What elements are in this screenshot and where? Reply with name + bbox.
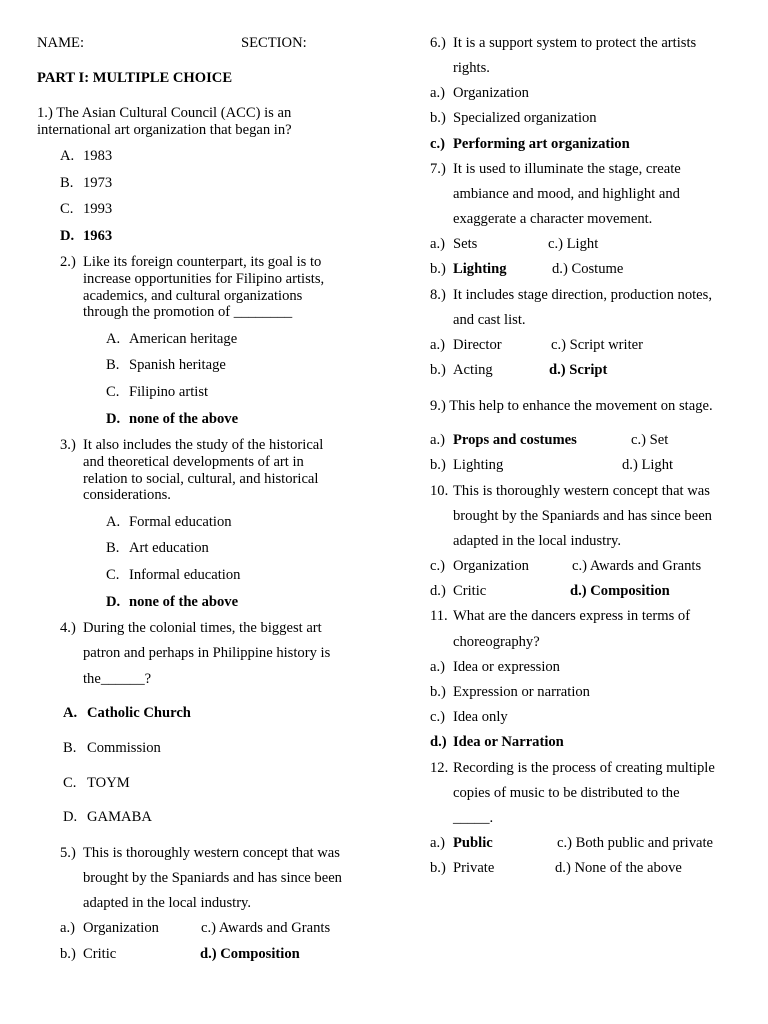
q7-option-a: Sets (453, 236, 478, 252)
q7-option-b-letter: b.) (430, 261, 446, 277)
q11-option-a-letter: a.) (430, 659, 445, 675)
q9-option-c: c.) Set (631, 432, 669, 448)
q12-option-c: c.) Both public and private (557, 835, 714, 851)
q6-option-a: Organization (453, 85, 529, 101)
q5-option-c: c.) Awards and Grants (201, 920, 331, 936)
q11-option-c-letter: c.) (430, 709, 445, 725)
q10-stem-line2: brought by the Spaniards and has since been (453, 508, 712, 524)
q4-option-c: TOYM (87, 775, 130, 791)
q5-stem-line2: brought by the Spaniards and has since been (83, 870, 342, 886)
q9-option-d: d.) Light (622, 457, 674, 473)
q5-number: 5.) (60, 845, 76, 861)
q11-option-d-letter: d.) (430, 734, 447, 750)
q2-option-b: Spanish heritage (129, 357, 226, 373)
q7-option-c: c.) Light (548, 236, 599, 252)
q1-option-b-letter: B. (60, 175, 74, 191)
q6-option-c-answer: Performing art organization (453, 136, 630, 152)
q2-number: 2.) (60, 254, 76, 270)
section-label: SECTION: (241, 35, 307, 51)
q5-option-a-letter: a.) (60, 920, 75, 936)
q4-option-b-letter: B. (63, 740, 77, 756)
q12-option-b: Private (453, 860, 495, 876)
q3-option-c: Informal education (129, 567, 241, 583)
q6-option-a-letter: a.) (430, 85, 445, 101)
q9-stem: 9.) This help to enhance the movement on stage. (430, 398, 713, 414)
q2-stem-line4: through the promotion of ________ (83, 304, 293, 320)
q12-option-a-letter: a.) (430, 835, 445, 851)
name-label: NAME: (37, 35, 85, 51)
q7-stem-line2: ambiance and mood, and highlight and (453, 186, 680, 202)
q3-option-a-letter: A. (106, 514, 121, 530)
q4-stem-line3: the______? (83, 671, 152, 687)
q7-option-b-answer: Lighting (453, 261, 507, 277)
q3-option-b: Art education (129, 540, 209, 556)
q7-option-a-letter: a.) (430, 236, 445, 252)
q1-option-a-letter: A. (60, 148, 75, 164)
q9-option-b: Lighting (453, 457, 504, 473)
q9-option-b-letter: b.) (430, 457, 446, 473)
q2-option-b-letter: B. (106, 357, 120, 373)
q4-option-d-letter: D. (63, 809, 78, 825)
q3-option-a: Formal education (129, 514, 232, 530)
q4-option-a-answer: Catholic Church (87, 705, 191, 721)
q6-option-b: Specialized organization (453, 110, 597, 126)
q3-stem-line3: relation to social, cultural, and historical (83, 471, 319, 487)
q12-stem-line3: _____. (453, 810, 494, 826)
q7-stem-line1: It is used to illuminate the stage, create (453, 161, 681, 177)
q3-option-b-letter: B. (106, 540, 120, 556)
q7-stem-line3: exaggerate a character movement. (453, 211, 653, 227)
q12-option-d: d.) None of the above (555, 860, 682, 876)
q1-option-d-letter: D. (60, 228, 75, 244)
q5-stem-line3: adapted in the local industry. (83, 895, 252, 911)
q10-option-b-letter: d.) (430, 583, 446, 599)
q12-stem-line2: copies of music to be distributed to the (453, 785, 680, 801)
q6-option-c-letter: c.) (430, 136, 445, 152)
q8-option-b-letter: b.) (430, 362, 446, 378)
q1-option-c: 1993 (83, 201, 113, 217)
q3-option-d-answer: none of the above (129, 594, 239, 610)
q1-option-c-letter: C. (60, 201, 74, 217)
q10-option-a: Organization (453, 558, 529, 574)
part-title: PART I: MULTIPLE CHOICE (37, 70, 233, 86)
q4-option-c-letter: C. (63, 775, 77, 791)
q11-option-d-answer: Idea or Narration (453, 734, 564, 750)
q2-option-d-letter: D. (106, 411, 121, 427)
q8-option-a-letter: a.) (430, 337, 445, 353)
q7-number: 7.) (430, 161, 446, 177)
q1-option-d-answer: 1963 (83, 228, 113, 244)
q3-number: 3.) (60, 437, 76, 453)
q8-option-b: Acting (453, 362, 493, 378)
q4-option-a-letter: A. (63, 705, 78, 721)
q11-option-b: Expression or narration (453, 684, 590, 700)
q1-stem-line2: international art organization that began in? (37, 122, 292, 138)
q8-number: 8.) (430, 287, 446, 303)
q12-stem-line1: Recording is the process of creating multiple (453, 760, 715, 776)
q2-stem-line3: academics, and cultural organizations (83, 288, 303, 304)
q2-option-d-answer: none of the above (129, 411, 239, 427)
q5-option-a: Organization (83, 920, 159, 936)
q3-stem-line1: It also includes the study of the historical (83, 437, 324, 453)
q1-option-a: 1983 (83, 148, 113, 164)
q12-option-b-letter: b.) (430, 860, 446, 876)
q11-stem-line1: What are the dancers express in terms of (453, 608, 691, 624)
q2-option-a-letter: A. (106, 331, 121, 347)
q11-number: 11. (430, 608, 448, 624)
q10-stem-line1: This is thoroughly western concept that was (453, 483, 710, 499)
q3-stem-line4: considerations. (83, 487, 171, 503)
q8-option-a: Director (453, 337, 502, 353)
q2-option-c-letter: C. (106, 384, 120, 400)
q9-option-a-answer: Props and costumes (453, 432, 577, 448)
q3-option-c-letter: C. (106, 567, 120, 583)
q11-option-c: Idea only (453, 709, 508, 725)
q5-option-b-letter: b.) (60, 946, 76, 962)
q10-option-b: Critic (453, 583, 487, 599)
q8-stem-line1: It includes stage direction, production notes, (453, 287, 712, 303)
q6-number: 6.) (430, 35, 446, 51)
q12-number: 12. (430, 760, 449, 776)
q4-stem-line1: During the colonial times, the biggest art (83, 620, 322, 636)
q6-stem-line2: rights. (453, 60, 490, 76)
q4-option-b: Commission (87, 740, 161, 756)
q9-option-a-letter: a.) (430, 432, 445, 448)
q2-option-a: American heritage (129, 331, 238, 347)
q5-option-b: Critic (83, 946, 117, 962)
q4-option-d: GAMABA (87, 809, 152, 825)
q8-option-d-answer: d.) Script (549, 362, 608, 378)
q10-number: 10. (430, 483, 449, 499)
q11-option-a: Idea or expression (453, 659, 560, 675)
q4-number: 4.) (60, 620, 76, 636)
q10-option-a-letter: c.) (430, 558, 445, 574)
q11-stem-line2: choreography? (453, 634, 540, 650)
q6-stem-line1: It is a support system to protect the artists (453, 35, 697, 51)
q10-stem-line3: adapted in the local industry. (453, 533, 622, 549)
q4-stem-line2: patron and perhaps in Philippine history is (83, 645, 331, 661)
q11-option-b-letter: b.) (430, 684, 446, 700)
q7-option-d: d.) Costume (552, 261, 624, 277)
q8-option-c: c.) Script writer (551, 337, 643, 353)
q2-option-c: Filipino artist (129, 384, 209, 400)
q8-stem-line2: and cast list. (453, 312, 526, 328)
q1-stem-line1: 1.) The Asian Cultural Council (ACC) is an (37, 105, 292, 121)
q10-option-d-answer: d.) Composition (570, 583, 670, 599)
q1-option-b: 1973 (83, 175, 113, 191)
q12-option-a-answer: Public (453, 835, 493, 851)
q5-stem-line1: This is thoroughly western concept that was (83, 845, 340, 861)
q6-option-b-letter: b.) (430, 110, 446, 126)
q2-stem-line1: Like its foreign counterpart, its goal is to (83, 254, 322, 270)
q10-option-c: c.) Awards and Grants (572, 558, 702, 574)
q3-stem-line2: and theoretical developments of art in (83, 454, 304, 470)
q3-option-d-letter: D. (106, 594, 121, 610)
q5-option-d-answer: d.) Composition (200, 946, 300, 962)
q2-stem-line2: increase opportunities for Filipino artists, (83, 271, 325, 287)
